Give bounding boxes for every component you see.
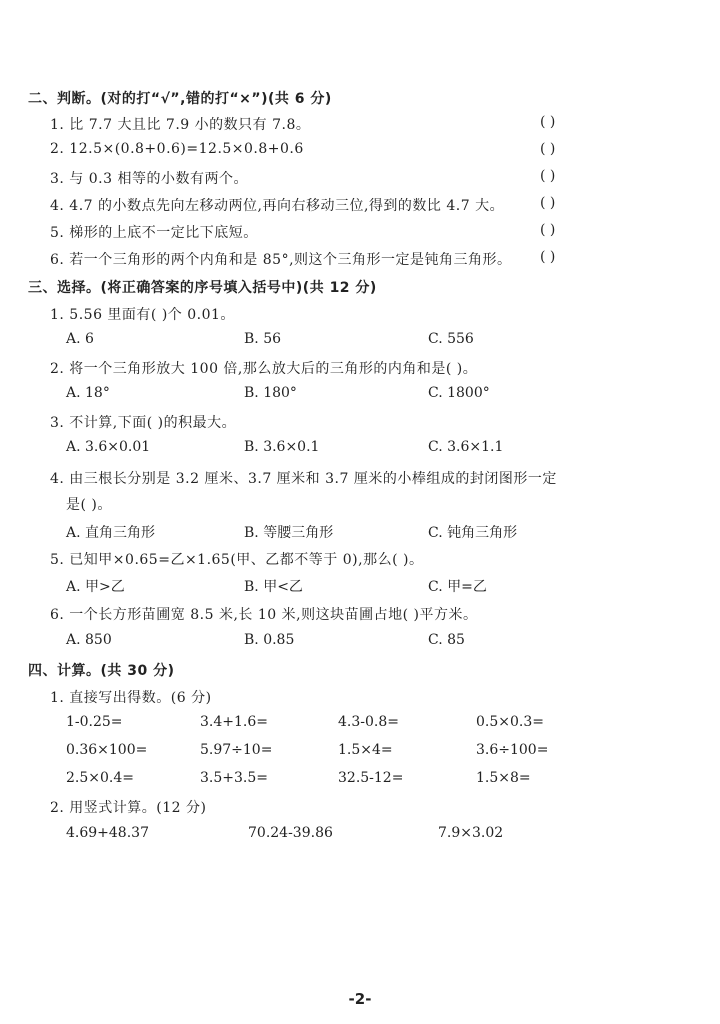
oral-calc-item: 1.5×4= bbox=[338, 742, 393, 758]
judge-item-2: 2. 12.5×(0.8+0.6)=12.5×0.8+0.6 bbox=[50, 141, 304, 157]
choice-6-option-b[interactable]: B. 0.85 bbox=[244, 632, 295, 648]
oral-calc-item: 0.36×100= bbox=[66, 742, 148, 758]
choice-3-option-b[interactable]: B. 3.6×0.1 bbox=[244, 439, 320, 455]
choice-question-3: 3. 不计算,下面( )的积最大。 bbox=[50, 415, 237, 431]
choice-5-option-a[interactable]: A. 甲>乙 bbox=[66, 579, 125, 595]
oral-calc-item: 3.6÷100= bbox=[476, 742, 549, 758]
choice-6-option-c[interactable]: C. 85 bbox=[428, 632, 465, 648]
choice-5-option-c[interactable]: C. 甲=乙 bbox=[428, 579, 487, 595]
judge-item-3: 3. 与 0.3 相等的小数有两个。 bbox=[50, 171, 248, 187]
judge-item-6: 6. 若一个三角形的两个内角和是 85°,则这个三角形一定是钝角三角形。 bbox=[50, 252, 512, 268]
choice-4-option-b[interactable]: B. 等腰三角形 bbox=[244, 525, 334, 541]
choice-6-option-a[interactable]: A. 850 bbox=[66, 632, 112, 648]
choice-question-2: 2. 将一个三角形放大 100 倍,那么放大后的三角形的内角和是( )。 bbox=[50, 361, 478, 377]
oral-calc-item: 4.3-0.8= bbox=[338, 714, 399, 730]
judge-answer-blank-6[interactable]: ( ) bbox=[540, 249, 556, 265]
choice-4-option-a[interactable]: A. 直角三角形 bbox=[66, 525, 156, 541]
choice-1-option-b[interactable]: B. 56 bbox=[244, 331, 282, 347]
choice-3-option-c[interactable]: C. 3.6×1.1 bbox=[428, 439, 504, 455]
vertical-calc-item: 70.24-39.86 bbox=[248, 825, 333, 841]
choice-question-6: 6. 一个长方形苗圃宽 8.5 米,长 10 米,则这块苗圃占地( )平方米。 bbox=[50, 607, 478, 623]
judge-item-4: 4. 4.7 的小数点先向左移动两位,再向右移动三位,得到的数比 4.7 大。 bbox=[50, 198, 505, 214]
choice-2-option-b[interactable]: B. 180° bbox=[244, 385, 297, 401]
section4-heading: 四、计算。(共 30 分) bbox=[28, 663, 175, 679]
oral-calc-item: 0.5×0.3= bbox=[476, 714, 544, 730]
choice-question-5: 5. 已知甲×0.65=乙×1.65(甲、乙都不等于 0),那么( )。 bbox=[50, 552, 424, 568]
choice-2-option-a[interactable]: A. 18° bbox=[66, 385, 110, 401]
section3-heading: 三、选择。(将正确答案的序号填入括号中)(共 12 分) bbox=[28, 280, 377, 296]
judge-answer-blank-4[interactable]: ( ) bbox=[540, 195, 556, 211]
choice-question-4-continued: 是( )。 bbox=[66, 497, 112, 513]
choice-1-option-a[interactable]: A. 6 bbox=[66, 331, 94, 347]
oral-calc-item: 1-0.25= bbox=[66, 714, 123, 730]
choice-question-4: 4. 由三根长分别是 3.2 厘米、3.7 厘米和 3.7 厘米的小棒组成的封闭图形一定 bbox=[50, 471, 557, 487]
judge-answer-blank-3[interactable]: ( ) bbox=[540, 168, 556, 184]
judge-answer-blank-1[interactable]: ( ) bbox=[540, 114, 556, 130]
page-number: -2- bbox=[348, 990, 372, 1008]
calc-part2-title: 2. 用竖式计算。(12 分) bbox=[50, 800, 207, 816]
judge-answer-blank-2[interactable]: ( ) bbox=[540, 141, 556, 157]
judge-item-5: 5. 梯形的上底不一定比下底短。 bbox=[50, 225, 258, 241]
vertical-calc-item: 7.9×3.02 bbox=[438, 825, 504, 841]
choice-question-1: 1. 5.56 里面有( )个 0.01。 bbox=[50, 307, 235, 323]
judge-answer-blank-5[interactable]: ( ) bbox=[540, 222, 556, 238]
oral-calc-item: 1.5×8= bbox=[476, 770, 531, 786]
choice-3-option-a[interactable]: A. 3.6×0.01 bbox=[66, 439, 151, 455]
section2-heading: 二、判断。(对的打“√”,错的打“×”)(共 6 分) bbox=[28, 91, 332, 107]
oral-calc-item: 32.5-12= bbox=[338, 770, 404, 786]
choice-5-option-b[interactable]: B. 甲<乙 bbox=[244, 579, 303, 595]
choice-4-option-c[interactable]: C. 钝角三角形 bbox=[428, 525, 518, 541]
judge-item-1: 1. 比 7.7 大且比 7.9 小的数只有 7.8。 bbox=[50, 117, 311, 133]
oral-calc-item: 3.4+1.6= bbox=[200, 714, 268, 730]
calc-part1-title: 1. 直接写出得数。(6 分) bbox=[50, 690, 212, 706]
choice-2-option-c[interactable]: C. 1800° bbox=[428, 385, 490, 401]
oral-calc-item: 3.5+3.5= bbox=[200, 770, 268, 786]
vertical-calc-item: 4.69+48.37 bbox=[66, 825, 149, 841]
choice-1-option-c[interactable]: C. 556 bbox=[428, 331, 474, 347]
oral-calc-item: 5.97÷10= bbox=[200, 742, 273, 758]
oral-calc-item: 2.5×0.4= bbox=[66, 770, 134, 786]
